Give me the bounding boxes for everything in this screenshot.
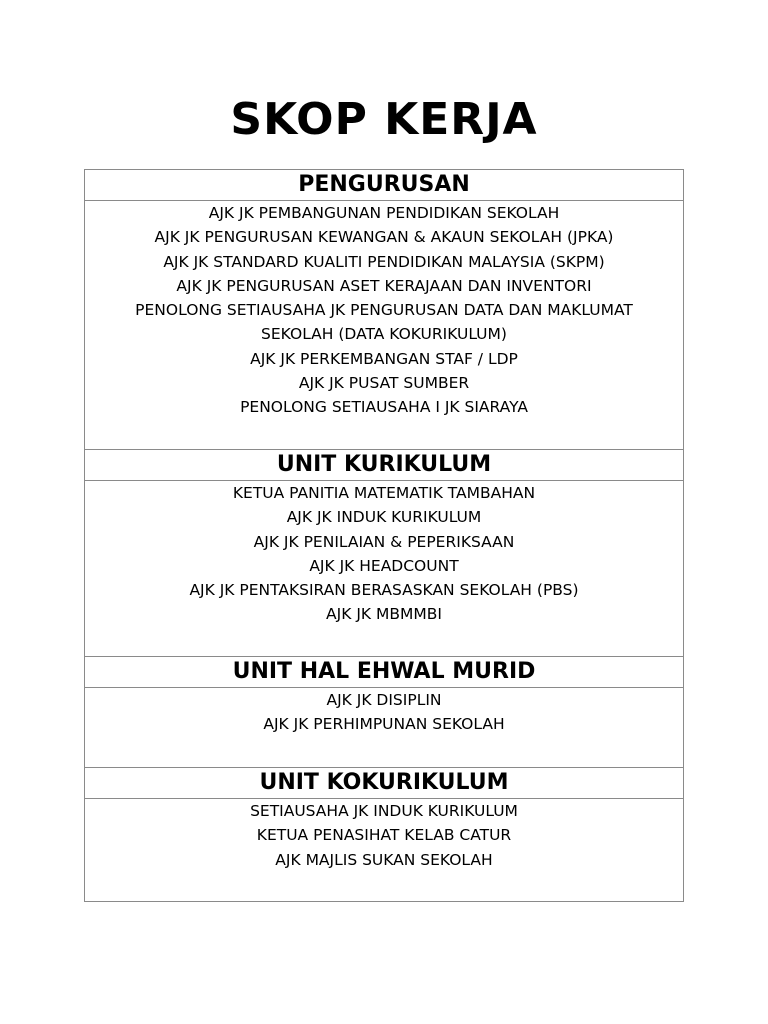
section-body-row [85, 201, 684, 450]
section-header-row [85, 170, 684, 201]
section-heading-kokurikulum: UNIT KOKURIKULUM [85, 768, 684, 799]
list-item: AJK JK PEMBANGUNAN PENDIDIKAN SEKOLAH [208, 204, 560, 222]
section-items-kokurikulum [85, 799, 684, 902]
page-title: SKOP KERJA [230, 94, 538, 145]
section-body-row [85, 799, 684, 902]
section-items-kurikulum [85, 481, 684, 657]
list-item: AJK JK DISIPLIN [326, 691, 442, 709]
list-item: PENOLONG SETIAUSAHA JK PENGURUSAN DATA DAN MAKLUMAT [135, 301, 633, 320]
section-items-pengurusan [85, 201, 684, 450]
scope-table [84, 169, 684, 902]
section-heading-kurikulum: UNIT KURIKULUM [85, 450, 684, 481]
list-item: AJK JK HEADCOUNT [309, 556, 459, 575]
list-item: AJK JK STANDARD KUALITI PENDIDIKAN MALAYSIA (SKPM) [163, 252, 605, 271]
section-heading-hem: UNIT HAL EHWAL MURID [85, 657, 684, 688]
section-header-row [85, 657, 684, 688]
list-item: AJK MAJLIS SUKAN SEKOLAH [275, 850, 493, 869]
list-item: AJK JK PENGURUSAN KEWANGAN & AKAUN SEKOLAH (JPKA) [154, 228, 614, 247]
list-item: AJK JK PENILAIAN & PEPERIKSAAN [253, 532, 515, 551]
list-item: AJK JK PUSAT SUMBER [298, 374, 470, 393]
list-item: PENOLONG SETIAUSAHA I JK SIARAYA [240, 398, 528, 417]
list-item: SEKOLAH (DATA KOKURIKULUM) [261, 325, 507, 344]
list-item: AJK JK PERKEMBANGAN STAF / LDP [250, 349, 518, 368]
list-item: AJK JK PENGURUSAN ASET KERAJAAN DAN INVENTORI [176, 276, 592, 295]
list-item: KETUA PANITIA MATEMATIK TAMBAHAN [232, 484, 536, 502]
section-body-row [85, 481, 684, 657]
list-item: SETIAUSAHA JK INDUK KURIKULUM [250, 802, 518, 820]
section-header-row [85, 768, 684, 799]
section-body-row [85, 688, 684, 768]
section-items-hem [85, 688, 684, 768]
list-item: AJK JK INDUK KURIKULUM [286, 508, 482, 527]
section-heading-pengurusan: PENGURUSAN [85, 170, 684, 201]
list-item: AJK JK MBMMBI [326, 605, 442, 624]
list-item: AJK JK PENTAKSIRAN BERASASKAN SEKOLAH (PBS) [189, 581, 579, 600]
list-item: KETUA PENASIHAT KELAB CATUR [256, 826, 512, 845]
section-header-row [85, 450, 684, 481]
list-item: AJK JK PERHIMPUNAN SEKOLAH [263, 715, 505, 734]
